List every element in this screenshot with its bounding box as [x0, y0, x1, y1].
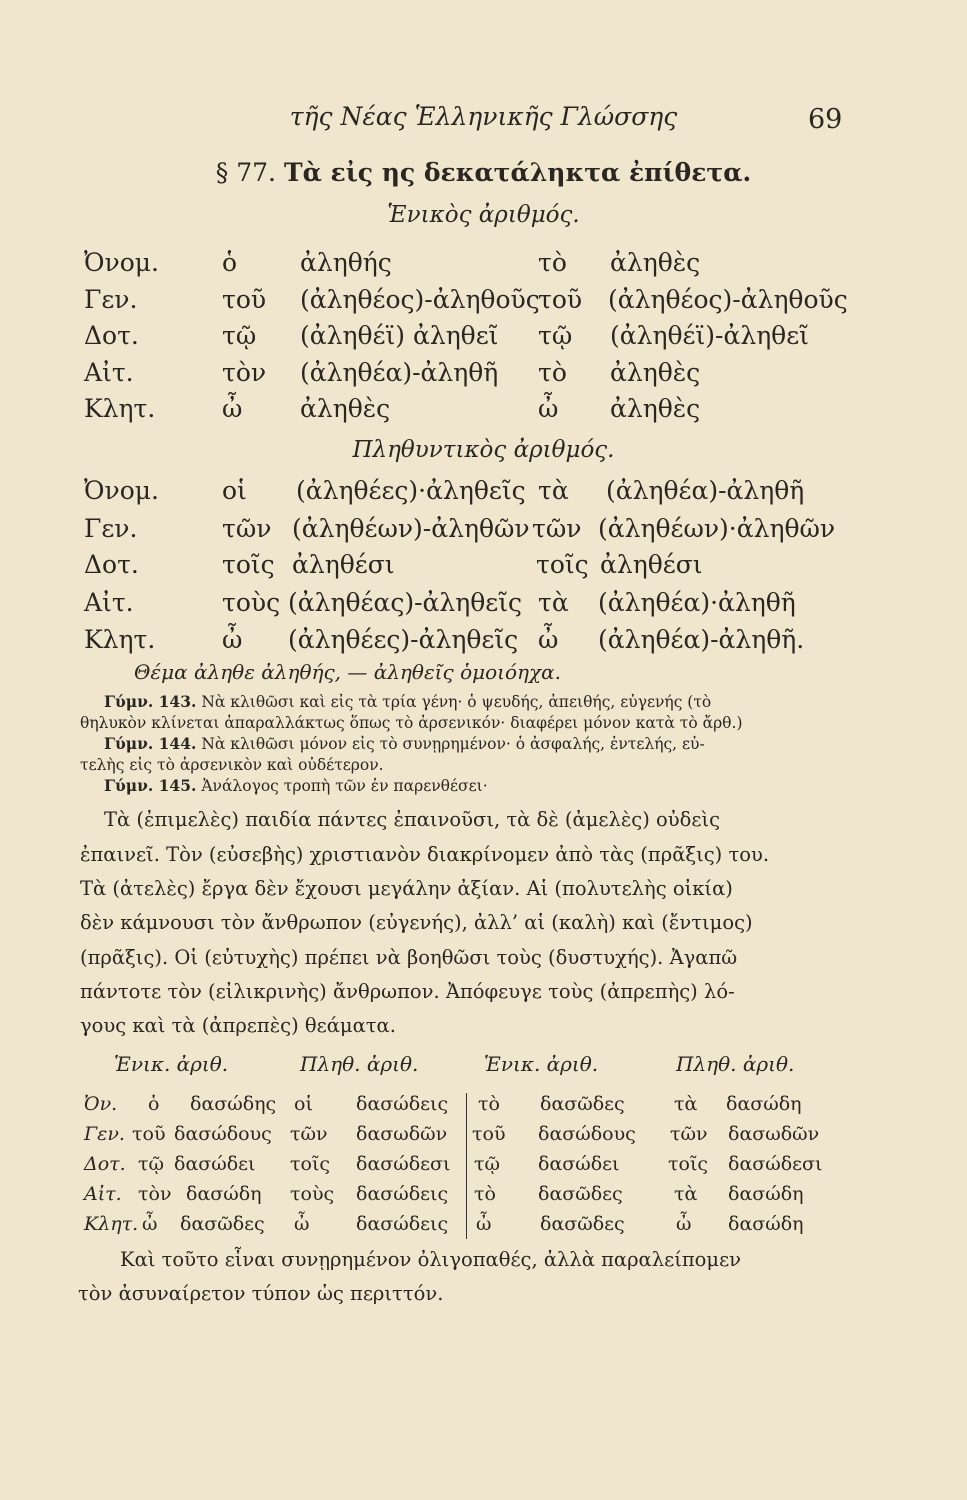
article: τοῖς — [668, 1153, 709, 1175]
prose-line: ἐπαινεῖ. Τὸν (εὐσεβὴς) χριστιανὸν διακρίνομεν ἀπὸ τὰς (πρᾶξις) του. — [80, 843, 770, 866]
table-row — [0, 321, 967, 357]
article: τὰ — [674, 1093, 698, 1115]
prose-line: δὲν κάμνουσι τὸν ἄνθρωπον (εὐγενής), ἀλλ’ αἱ (καλὴ) καὶ (ἔντιμος) — [80, 911, 753, 934]
case-label: Δοτ. — [84, 321, 139, 350]
form: δασώδους — [174, 1123, 272, 1145]
article: ὦ — [476, 1213, 492, 1235]
table-row — [0, 285, 967, 321]
table2-heading: Πληθ. ἀριθ. — [676, 1052, 795, 1076]
form: δασώδη — [728, 1183, 804, 1205]
article: τῶν — [670, 1123, 708, 1145]
form-masc: ἀληθής — [300, 248, 392, 277]
article-masc: ὁ — [222, 248, 238, 277]
article: τοῦ — [472, 1123, 506, 1145]
table-row — [0, 1123, 967, 1153]
case-label: Ὀν. — [84, 1093, 118, 1115]
case-label: Αἰτ. — [84, 1183, 122, 1205]
section-number: § 77. — [215, 158, 277, 187]
form-neut: ἀληθὲς — [610, 358, 701, 387]
article-masc: τῷ — [222, 321, 257, 350]
form: δασώδη — [726, 1093, 802, 1115]
section-title: Τὰ εἰς ης δεκατάληκτα ἐπίθετα. — [283, 158, 752, 187]
case-label: Αἰτ. — [84, 358, 134, 387]
exercise-text: Νὰ κλιθῶσι καὶ εἰς τὰ τρία γένη· ὁ ψευδής, ἀπειθής, εὐγενής (τὸ — [201, 693, 712, 711]
form: δασώδεσι — [356, 1153, 451, 1175]
article: τὰ — [674, 1183, 698, 1205]
exercise-label: Γύμν. 144. — [104, 734, 197, 753]
form-neut: (ἀληθέϊ)-ἀληθεῖ — [610, 321, 809, 350]
article-masc: τοῦ — [222, 285, 267, 314]
form-neut: ἀληθὲς — [610, 394, 701, 423]
exercise-label: Γύμν. 143. — [104, 692, 197, 711]
article-neut: τοῖς — [536, 550, 589, 579]
table-row — [0, 394, 967, 430]
exercise-143 — [104, 692, 711, 711]
form: δασώδεσι — [728, 1153, 823, 1175]
case-label: Γεν. — [84, 285, 138, 314]
form-neut: (ἀληθέα)-ἀληθῆ — [606, 476, 805, 505]
prose-line: Τὰ (ἀτελὲς) ἔργα δὲν ἔχουσι μεγάλην ἀξίαν. Αἱ (πολυτελὴς οἰκία) — [80, 877, 733, 900]
form-masc: (ἀληθέας)-ἀληθεῖς — [288, 588, 523, 617]
article-neut: ὦ — [538, 394, 559, 423]
table-row — [0, 358, 967, 394]
exercise-144 — [104, 734, 705, 753]
plural-heading: Πληθυντικὸς ἀριθμός. — [352, 437, 615, 463]
form-neut: (ἀληθέα)·ἀληθῆ — [598, 588, 796, 617]
page-number: 69 — [808, 104, 843, 135]
article: τοῖς — [290, 1153, 331, 1175]
article-neut: τὰ — [538, 588, 569, 617]
article: ὦ — [676, 1213, 692, 1235]
table-row — [0, 588, 967, 624]
case-label: Κλητ. — [84, 1213, 139, 1235]
form-masc: ἀληθέσι — [292, 550, 395, 579]
case-label: Κλητ. — [84, 625, 156, 654]
form-masc: (ἀληθέϊ) ἀληθεῖ — [300, 321, 499, 350]
case-label: Ὀνομ. — [84, 476, 159, 505]
form-neut: (ἀληθέος)-ἀληθοῦς — [608, 285, 848, 314]
article-neut: τῶν — [532, 514, 582, 543]
table-row — [0, 550, 967, 586]
article-masc: τοὺς — [222, 588, 281, 617]
form: δασώδει — [174, 1153, 256, 1175]
singular-heading: Ἑνικὸς ἀριθμός. — [387, 202, 580, 228]
form-neut: ἀληθέσι — [600, 550, 703, 579]
article: τοῦ — [132, 1123, 166, 1145]
table-row — [0, 476, 967, 512]
prose-line: (πρᾶξις). Οἱ (εὐτυχὴς) πρέπει νὰ βοηθῶσι τοὺς (δυστυχής). Ἀγαπῶ — [80, 946, 738, 969]
article-neut: τὸ — [538, 358, 567, 387]
table-row — [0, 1213, 967, 1243]
article: τοὺς — [290, 1183, 335, 1205]
table-row — [0, 625, 967, 661]
form-masc: ἀληθὲς — [300, 394, 391, 423]
article: τῷ — [474, 1153, 501, 1175]
theme-line: Θέμα ἀληθε ἀληθής, — ἀληθεῖς ὁμοιόηχα. — [134, 660, 562, 684]
form-masc: (ἀληθέων)-ἀληθῶν — [292, 514, 530, 543]
article: τῷ — [138, 1153, 165, 1175]
form: δασῶδες — [538, 1183, 623, 1205]
table2-heading: Πληθ. ἀριθ. — [300, 1052, 419, 1076]
exercise-label: Γύμν. 145. — [104, 776, 197, 795]
case-label: Δοτ. — [84, 550, 139, 579]
table-row — [0, 248, 967, 284]
article-neut: ὦ — [538, 625, 559, 654]
form: δασώδεις — [356, 1093, 449, 1115]
case-label: Ὀνομ. — [84, 248, 159, 277]
exercise-145 — [104, 776, 488, 795]
article-masc: τοῖς — [222, 550, 275, 579]
form: δασώδη — [186, 1183, 262, 1205]
form: δασώδους — [538, 1123, 636, 1145]
form: δασῶδες — [540, 1213, 625, 1235]
article-neut: τοῦ — [538, 285, 583, 314]
running-header: τῆς Νέας Ἑλληνικῆς Γλώσσης — [289, 102, 678, 131]
table2-heading: Ἑνικ. ἀριθ. — [114, 1052, 229, 1076]
form-neut: ἀληθὲς — [610, 248, 701, 277]
table-row — [0, 1153, 967, 1183]
article-neut: τῷ — [538, 321, 573, 350]
form: δασῶδες — [180, 1213, 265, 1235]
case-label: Γεν. — [84, 514, 138, 543]
article: τὸ — [474, 1183, 496, 1205]
form: δασώδεις — [356, 1183, 449, 1205]
form-masc: (ἀληθέες)·ἀληθεῖς — [296, 476, 526, 505]
article-masc: ὦ — [222, 394, 243, 423]
form: δασώδει — [538, 1153, 620, 1175]
form: δασωδῶν — [728, 1123, 820, 1145]
form: δασωδῶν — [356, 1123, 448, 1145]
table-row — [0, 514, 967, 550]
prose-line: πάντοτε τὸν (εἰλικρινὴς) ἄνθρωπον. Ἀπόφευγε τοὺς (ἀπρεπὴς) λό- — [80, 980, 735, 1003]
form: δασώδη — [728, 1213, 804, 1235]
article-masc: τῶν — [222, 514, 272, 543]
prose-line: Τὰ (ἐπιμελὲς) παιδία πάντες ἐπαινοῦσι, τὰ δὲ (ἀμελὲς) οὐδεὶς — [104, 808, 721, 831]
table-row — [0, 1093, 967, 1123]
article: τὸν — [138, 1183, 172, 1205]
exercise-text: θηλυκὸν κλίνεται ἀπαραλλάκτως ὅπως τὸ ἀρσενικόν· διαφέρει μόνον κατὰ τὸ ἄρθ.) — [80, 714, 743, 732]
form-neut: (ἀληθέων)·ἀληθῶν — [598, 514, 836, 543]
article-neut: τὰ — [538, 476, 569, 505]
prose-line: γους καὶ τὰ (ἀπρεπὲς) θεάματα. — [80, 1014, 396, 1037]
exercise-text: Ἀνάλογος τροπὴ τῶν ἐν παρενθέσει· — [201, 777, 488, 795]
form: δασώδεις — [356, 1213, 449, 1235]
article-masc: τὸν — [222, 358, 267, 387]
table-row — [0, 1183, 967, 1213]
article-masc: οἱ — [222, 476, 247, 505]
article-neut: τὸ — [538, 248, 567, 277]
case-label: Δοτ. — [84, 1153, 126, 1175]
form-masc: (ἀληθέα)-ἀληθῆ — [300, 358, 499, 387]
form: δασώδης — [190, 1093, 277, 1115]
table2-heading: Ἑνικ. ἀριθ. — [484, 1052, 599, 1076]
case-label: Κλητ. — [84, 394, 156, 423]
form: δασῶδες — [540, 1093, 625, 1115]
form-masc: (ἀληθέος)-ἀληθοῦς — [300, 285, 540, 314]
case-label: Αἰτ. — [84, 588, 134, 617]
section-heading — [0, 158, 967, 187]
article: ὁ — [148, 1093, 160, 1115]
article: ὦ — [294, 1213, 310, 1235]
article: τὸ — [478, 1093, 500, 1115]
exercise-text: τελὴς εἰς τὸ ἀρσενικὸν καὶ οὐδέτερον. — [80, 756, 384, 774]
exercise-text: Νὰ κλιθῶσι μόνον εἰς τὸ συνῃρημένον· ὁ ἀσφαλής, ἐντελής, εὐ- — [201, 735, 705, 753]
case-label: Γεν. — [84, 1123, 125, 1145]
article: οἱ — [294, 1093, 313, 1115]
article-masc: ὦ — [222, 625, 243, 654]
closing-line: τὸν ἀσυναίρετον τύπον ὡς περιττόν. — [78, 1282, 444, 1305]
article: ὦ — [142, 1213, 158, 1235]
article: τῶν — [290, 1123, 328, 1145]
closing-line: Καὶ τοῦτο εἶναι συνῃρημένον ὀλιγοπαθές, ἀλλὰ παραλείπομεν — [120, 1248, 742, 1271]
form-masc: (ἀληθέες)-ἀληθεῖς — [288, 625, 519, 654]
form-neut: (ἀληθέα)-ἀληθῆ. — [598, 625, 805, 654]
